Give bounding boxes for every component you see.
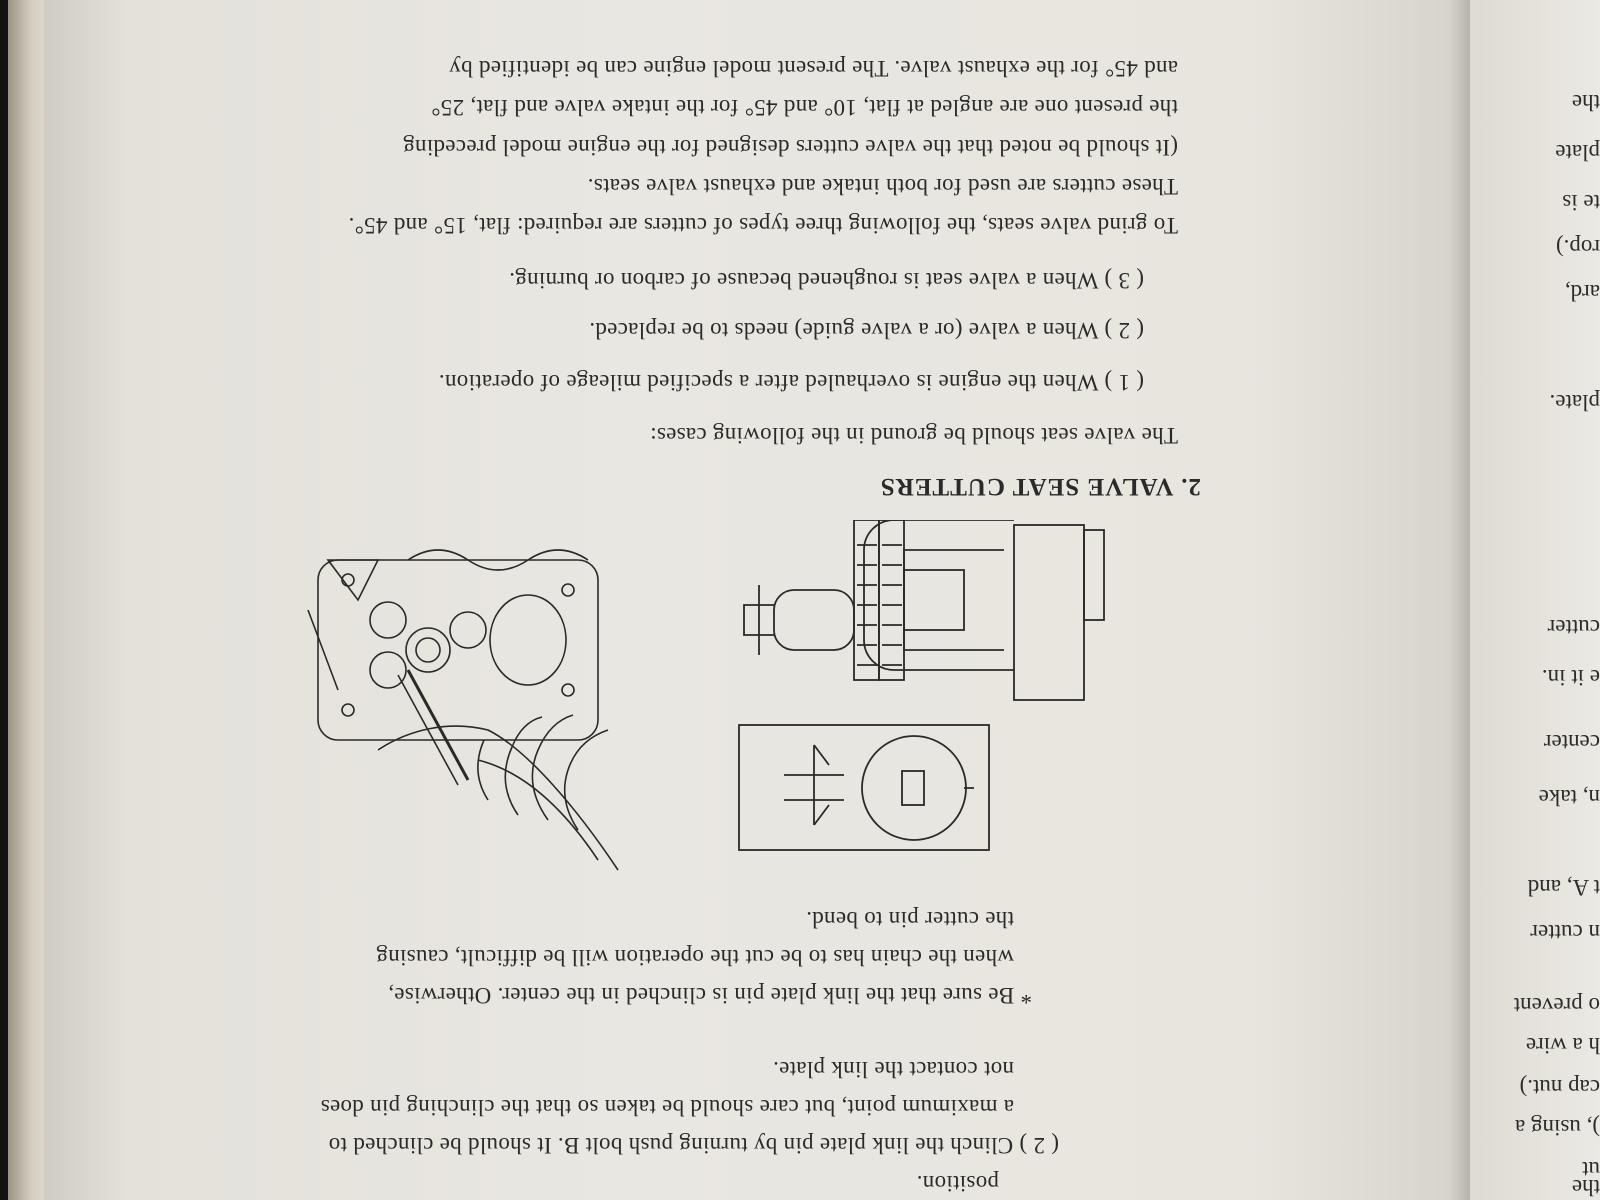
fragment-line: plate. [1549,390,1600,415]
body-line: The valve seat should be ground in the following cases: [649,423,1178,448]
body-line: and 45° for the exhaust valve. The present model engine can be identified by [448,56,1178,81]
chain-cutter-tool-illustration-icon [734,520,1114,860]
fragment-line: n cutter [1530,920,1600,945]
fragment-line: n, take [1538,785,1600,810]
list-item: ( 1 ) When the engine is overhauled after a specified mileage of operation. [438,370,1144,395]
fragment-line: o prevent [1513,993,1600,1018]
fragment-line: the [1571,1175,1600,1200]
right-page-fragments [1470,0,1600,1200]
fragment-line: cap nut.) [1519,1075,1600,1100]
fragment-line: h a wire [1525,1033,1600,1058]
body-line: * Be sure that the link plate pin is clinched in the center. Otherwise, [387,983,1032,1008]
fragment-line: te is [1562,190,1600,215]
left-page-content [44,0,1464,1200]
body-line: the cutter pin to bend. [805,907,1014,932]
cylinder-head-valve-grinding-illustration-icon [298,530,638,890]
body-line: (It should be noted that the valve cutters designed for the engine model preceding [402,135,1178,160]
body-line: when the chain has to be cut the operation will be difficult, causing [376,945,1014,970]
fragment-line: center [1543,730,1600,755]
section-heading: 2. VALVE SEAT CUTTERS [879,473,1201,500]
body-line: the present one are angled at flat, 10° and 45° for the intake valve and flat, 25° [430,95,1178,120]
body-line: not contact the link plate. [772,1057,1014,1082]
fragment-line: ard, [1564,280,1600,305]
body-line: To grind valve seats, the following three types of cutters are required: flat, 15° and 45°. [348,213,1178,238]
fragment-line: t A, and [1527,875,1600,900]
fragment-line: e it in. [1541,665,1600,690]
fragment-line: plate [1555,140,1600,165]
fragment-line: ut [1582,1157,1600,1182]
list-item: ( 3 ) When a valve seat is roughened because of carbon or burning. [508,268,1144,293]
list-item: ( 2 ) When a valve (or a valve guide) needs to be replaced. [589,318,1144,343]
fragment-line: the [1571,90,1600,115]
fragment-line: ), using a [1515,1115,1600,1140]
body-line: position. [916,1171,999,1196]
fragment-line: rop.) [1555,235,1600,260]
body-line: These cutters are used for both intake and exhaust valve seats. [587,174,1178,199]
body-line: ( 2 ) Clinch the link plate pin by turning push bolt B. It should be clinched to [328,1133,1059,1158]
body-line: a maximum point, but care should be taken so that the clinching pin does [320,1095,1014,1120]
fragment-line: cutter [1547,615,1600,640]
